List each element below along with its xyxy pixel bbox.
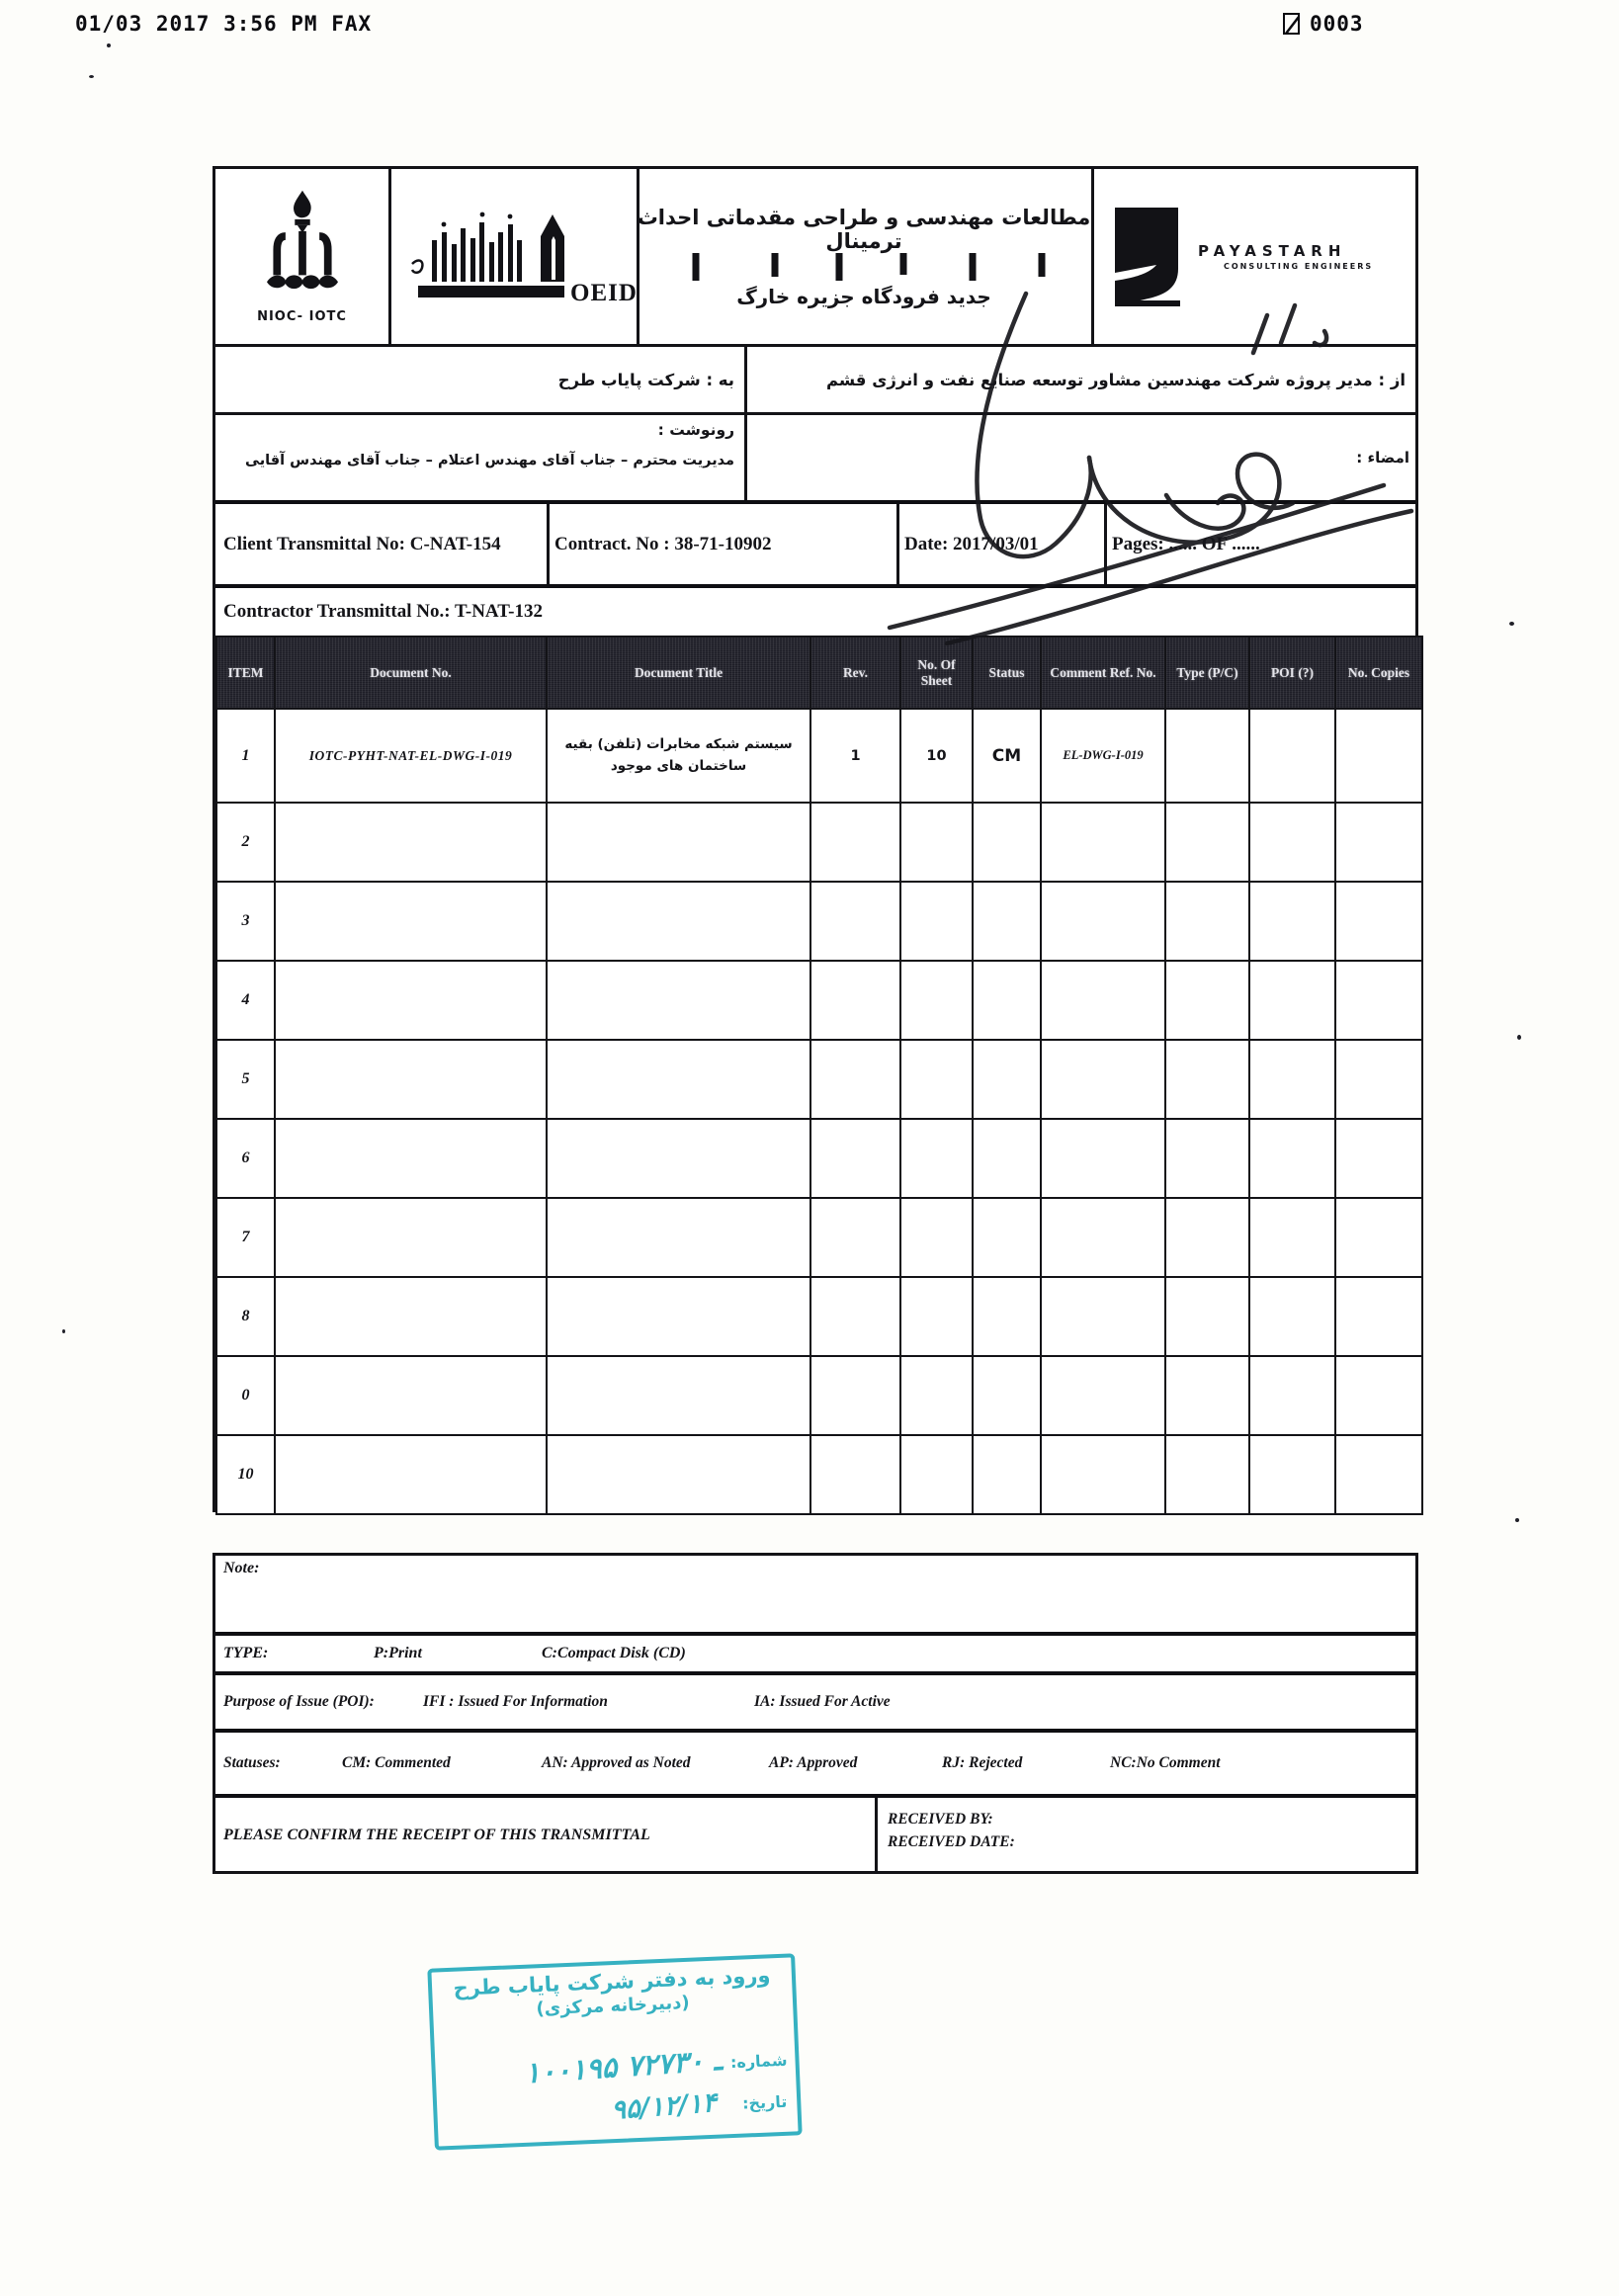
cell-document-no xyxy=(275,1119,547,1198)
poi-label: Purpose of Issue (POI): xyxy=(223,1693,375,1710)
cell-comment-ref-no xyxy=(1041,882,1165,961)
cell-status xyxy=(973,1435,1041,1514)
type-label: TYPE: xyxy=(223,1645,269,1661)
cell-no-copies xyxy=(1335,961,1422,1040)
cell-rev xyxy=(810,1435,900,1514)
copy-field xyxy=(215,415,744,500)
cell-item: 1 xyxy=(216,709,275,803)
cell-poi xyxy=(1249,1356,1335,1435)
scan-speck xyxy=(107,43,111,47)
cell-type xyxy=(1165,803,1249,882)
stamp-date-row xyxy=(610,2086,788,2127)
stamp-line1: ورود به دفتر شرکت پایاب طرح xyxy=(453,1963,771,2000)
cell-status xyxy=(973,1198,1041,1277)
oeid-logo-cell xyxy=(388,169,637,344)
col-poi: POI (?) xyxy=(1249,637,1335,709)
col-comment-ref-no: Comment Ref. No. xyxy=(1041,637,1165,709)
cell-comment-ref-no xyxy=(1041,803,1165,882)
cell-comment-ref-no xyxy=(1041,1435,1165,1514)
statuses-label: Statuses: xyxy=(223,1754,281,1771)
cell-poi xyxy=(1249,709,1335,803)
cell-document-title xyxy=(547,803,810,882)
cell-no-copies xyxy=(1335,1040,1422,1119)
cell-no-of-sheet xyxy=(900,1277,973,1356)
scan-speck xyxy=(1515,1518,1519,1522)
cell-comment-ref-no xyxy=(1041,1119,1165,1198)
cell-type xyxy=(1165,1198,1249,1277)
type-item-print: P:Print xyxy=(374,1645,422,1661)
cell-rev xyxy=(810,1119,900,1198)
fax-timestamp: 01/03 2017 3:56 PM FAX xyxy=(75,12,373,36)
cell-no-of-sheet xyxy=(900,803,973,882)
cell-rev xyxy=(810,1356,900,1435)
date-field: Date: 2017/03/01 xyxy=(904,533,1039,554)
cell-no-copies xyxy=(1335,709,1422,803)
cell-document-title: سیستم شبکه مخابرات (تلفن) بقیه ساختمان های موجود xyxy=(547,709,810,803)
scan-speck xyxy=(62,1329,65,1333)
cell-document-no: IOTC-PYHT-NAT-EL-DWG-I-019 xyxy=(275,709,547,803)
cell-poi xyxy=(1249,1277,1335,1356)
oeid-caption: OEID xyxy=(569,279,638,306)
cell-poi xyxy=(1249,803,1335,882)
client-transmittal-no: Client Transmittal No: C-NAT-154 xyxy=(223,533,501,554)
pages-field: Pages: ...... OF ...... xyxy=(1112,533,1260,554)
cell-type xyxy=(1165,1356,1249,1435)
cell-poi xyxy=(1249,882,1335,961)
cell-comment-ref-no xyxy=(1041,1277,1165,1356)
purpose-of-issue-row xyxy=(215,1675,1415,1733)
copy-label: رونوشت : xyxy=(657,421,734,439)
cell-status xyxy=(973,1277,1041,1356)
fax-page-indicator xyxy=(1283,12,1364,36)
stamp-number-label: شماره: xyxy=(729,2050,788,2072)
table-row xyxy=(216,1198,1422,1277)
status-ap: AP: Approved xyxy=(769,1754,858,1771)
stamp-date-value: ۹۵/۱۲/۱۴ xyxy=(610,2086,719,2127)
poi-item-ia: IA: Issued For Active xyxy=(754,1693,891,1710)
copy-row xyxy=(215,415,1415,504)
table-row xyxy=(216,882,1422,961)
received-date-label: RECEIVED DATE: xyxy=(888,1833,1015,1851)
contract-no: Contract. No : 38-71-10902 xyxy=(554,533,772,554)
title-calligraphy-strokes xyxy=(656,253,1071,283)
cell-no-of-sheet xyxy=(900,882,973,961)
col-document-title: Document Title xyxy=(547,637,810,709)
payastarh-logo-cell xyxy=(1091,169,1421,344)
cell-item: 7 xyxy=(216,1198,275,1277)
table-body xyxy=(216,709,1422,1514)
cell-poi xyxy=(1249,1040,1335,1119)
cell-document-no xyxy=(275,882,547,961)
payastarh-name: PAYASTARH xyxy=(1198,242,1347,260)
cell-item: 3 xyxy=(216,882,275,961)
cell-document-title xyxy=(547,882,810,961)
cell-document-no xyxy=(275,803,547,882)
status-cm: CM: Commented xyxy=(342,1754,451,1771)
cell-status xyxy=(973,961,1041,1040)
cell-status xyxy=(973,882,1041,961)
table-row xyxy=(216,1119,1422,1198)
scan-speck xyxy=(1509,622,1514,626)
nioc-iotc-logo-icon xyxy=(260,189,345,307)
project-title-line1: مطالعات مهندسی و طراحی مقدماتی احداث ترمینال xyxy=(637,205,1091,253)
cell-document-title xyxy=(547,1119,810,1198)
cell-document-title xyxy=(547,1356,810,1435)
project-title-cell xyxy=(637,169,1091,344)
document-table xyxy=(215,636,1423,1515)
col-no-of-sheet: No. Of Sheet xyxy=(900,637,973,709)
cell-document-no xyxy=(275,1040,547,1119)
logo-band xyxy=(215,169,1415,347)
cell-item: 4 xyxy=(216,961,275,1040)
table-row xyxy=(216,1435,1422,1514)
cell-type xyxy=(1165,882,1249,961)
contractor-transmittal-no: Contractor Transmittal No.: T-NAT-132 xyxy=(223,601,543,622)
table-row xyxy=(216,1277,1422,1356)
cell-no-of-sheet xyxy=(900,1119,973,1198)
poi-item-ifi: IFI : Issued For Information xyxy=(423,1693,608,1710)
status-an: AN: Approved as Noted xyxy=(542,1754,691,1771)
cell-no-copies xyxy=(1335,1277,1422,1356)
cell-type xyxy=(1165,1119,1249,1198)
payastarh-subtitle: CONSULTING ENGINEERS xyxy=(1224,262,1374,271)
type-row xyxy=(215,1636,1415,1675)
signature-label: امضاء : xyxy=(1356,449,1409,467)
scan-speck xyxy=(1517,1035,1521,1040)
cell-item: 8 xyxy=(216,1277,275,1356)
cell-document-title xyxy=(547,1198,810,1277)
cell-no-of-sheet: 10 xyxy=(900,709,973,803)
cell-document-no xyxy=(275,1435,547,1514)
col-rev: Rev. xyxy=(810,637,900,709)
cell-rev xyxy=(810,1277,900,1356)
stamp-number-value: ۱۰۰۱۹۵ ـ ۷۲۷۳۰ xyxy=(524,2042,724,2090)
cell-document-no xyxy=(275,1277,547,1356)
note-label: Note: xyxy=(223,1560,260,1576)
cell-document-no xyxy=(275,1356,547,1435)
received-box xyxy=(875,1798,1415,1872)
cell-comment-ref-no xyxy=(1041,1356,1165,1435)
cell-no-of-sheet xyxy=(900,1198,973,1277)
cell-no-copies xyxy=(1335,1356,1422,1435)
stamp-number-row xyxy=(524,2042,788,2090)
col-document-no: Document No. xyxy=(275,637,547,709)
table-row xyxy=(216,961,1422,1040)
received-by-label: RECEIVED BY: xyxy=(888,1811,993,1828)
type-item-cd: C:Compact Disk (CD) xyxy=(542,1645,686,1661)
cell-no-copies xyxy=(1335,1119,1422,1198)
cell-rev xyxy=(810,803,900,882)
cell-comment-ref-no: EL-DWG-I-019 xyxy=(1041,709,1165,803)
col-status: Status xyxy=(973,637,1041,709)
cell-type xyxy=(1165,709,1249,803)
to-field: به : شرکت پایاب طرح xyxy=(557,370,734,389)
nioc-caption: NIOC- IOTC xyxy=(257,309,347,324)
confirm-message: PLEASE CONFIRM THE RECEIPT OF THIS TRANSMITTAL xyxy=(223,1826,650,1843)
cell-no-of-sheet xyxy=(900,961,973,1040)
cell-comment-ref-no xyxy=(1041,1198,1165,1277)
cell-item: 10 xyxy=(216,1435,275,1514)
copy-recipients: مدیریت محترم – جناب آقای مهندس اعتلام – جناب آقای مهندس آقایی xyxy=(245,453,734,468)
transmittal-form xyxy=(213,166,1418,1512)
from-field: از : مدیر پروژه شرکت مهندسین مشاور توسعه صنایع نفت و انرژی قشم xyxy=(825,370,1406,389)
divider xyxy=(744,415,747,500)
cell-status xyxy=(973,1356,1041,1435)
table-row xyxy=(216,709,1422,803)
cell-comment-ref-no xyxy=(1041,1040,1165,1119)
cell-no-of-sheet xyxy=(900,1040,973,1119)
cell-poi xyxy=(1249,1198,1335,1277)
scan-speck xyxy=(89,75,94,78)
cell-type xyxy=(1165,1277,1249,1356)
from-to-row xyxy=(215,347,1415,415)
client-transmittal-row xyxy=(215,504,1415,588)
cell-poi xyxy=(1249,1119,1335,1198)
payastarh-logo-icon xyxy=(1109,204,1186,310)
col-item: ITEM xyxy=(216,637,275,709)
cell-type xyxy=(1165,1040,1249,1119)
confirm-row xyxy=(215,1798,1415,1872)
fax-page-icon xyxy=(1283,13,1300,35)
cell-document-title xyxy=(547,1277,810,1356)
status-nc: NC:No Comment xyxy=(1110,1754,1221,1771)
table-row xyxy=(216,1040,1422,1119)
fax-page-number: 0003 xyxy=(1310,12,1364,36)
col-type: Type (P/C) xyxy=(1165,637,1249,709)
cell-document-title xyxy=(547,1435,810,1514)
fax-header xyxy=(0,10,1619,43)
status-rj: RJ: Rejected xyxy=(942,1754,1023,1771)
cell-poi xyxy=(1249,961,1335,1040)
cell-status: CM xyxy=(973,709,1041,803)
cell-rev: 1 xyxy=(810,709,900,803)
oeid-logo-icon xyxy=(404,203,638,311)
cell-item: 2 xyxy=(216,803,275,882)
cell-rev xyxy=(810,961,900,1040)
cell-no-copies xyxy=(1335,803,1422,882)
cell-status xyxy=(973,1040,1041,1119)
stamp-line2: (دبیرخانه مرکزی) xyxy=(536,1992,691,2020)
legend-block xyxy=(213,1553,1418,1874)
cell-no-of-sheet xyxy=(900,1435,973,1514)
cell-status xyxy=(973,803,1041,882)
cell-no-of-sheet xyxy=(900,1356,973,1435)
cell-item: 5 xyxy=(216,1040,275,1119)
cell-item: 0 xyxy=(216,1356,275,1435)
statuses-row xyxy=(215,1733,1415,1798)
table-row xyxy=(216,1356,1422,1435)
table-row xyxy=(216,803,1422,882)
cell-no-copies xyxy=(1335,882,1422,961)
nioc-logo-cell xyxy=(215,169,388,344)
cell-poi xyxy=(1249,1435,1335,1514)
stamp-date-label: تاریخ: xyxy=(741,2091,788,2113)
cell-document-no xyxy=(275,1198,547,1277)
cell-rev xyxy=(810,882,900,961)
cell-comment-ref-no xyxy=(1041,961,1165,1040)
cell-rev xyxy=(810,1040,900,1119)
cell-document-no xyxy=(275,961,547,1040)
project-title-line2: جدید فرودگاه جزیره خارگ xyxy=(736,284,991,308)
cell-document-title xyxy=(547,961,810,1040)
receipt-stamp xyxy=(427,1953,802,2150)
cell-item: 6 xyxy=(216,1119,275,1198)
cell-rev xyxy=(810,1198,900,1277)
cell-type xyxy=(1165,1435,1249,1514)
cell-status xyxy=(973,1119,1041,1198)
cell-no-copies xyxy=(1335,1198,1422,1277)
cell-no-copies xyxy=(1335,1435,1422,1514)
col-no-copies: No. Copies xyxy=(1335,637,1422,709)
cell-type xyxy=(1165,961,1249,1040)
note-box xyxy=(215,1556,1415,1636)
cell-document-title xyxy=(547,1040,810,1119)
table-header xyxy=(216,637,1422,709)
